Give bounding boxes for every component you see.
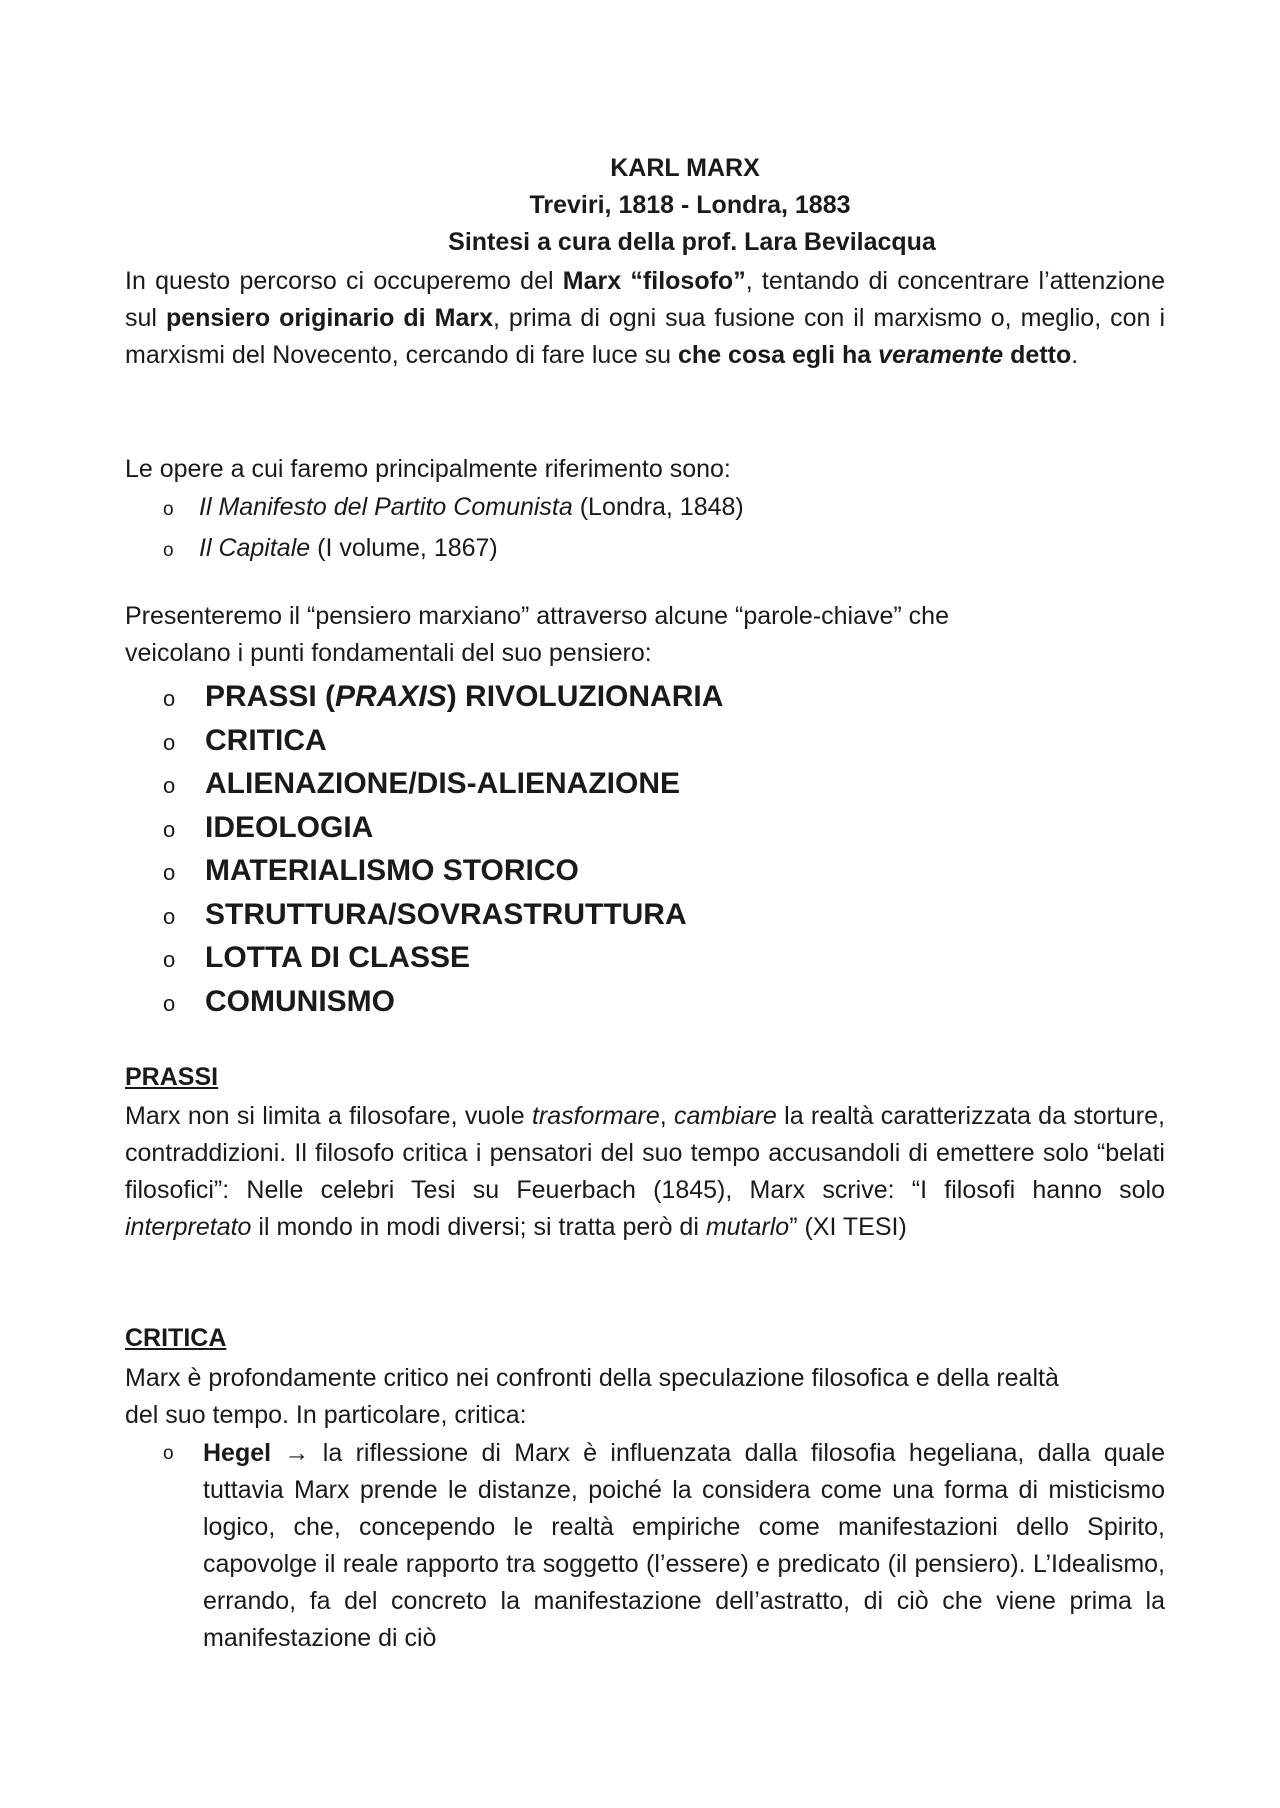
list-item	[163, 529, 1165, 570]
prassi-text: la realtà caratterizzata da storture, contraddizioni. Il filosofo critica i pensatori del suo tempo accusandoli di emettere solo “belati filosofici”: Nelle celebri Tesi su Feuerbach (1845), Marx scrive: “I filosofi hanno solo	[125, 1102, 1165, 1204]
section-heading-prassi: PRASSI	[125, 1063, 219, 1091]
keyword-text: LOTTA DI CLASSE	[205, 941, 470, 974]
prassi-text: il mondo in modi diversi; si tratta però di	[251, 1213, 706, 1241]
work-title: Il Manifesto del Partito Comunista	[199, 493, 573, 521]
keyword-text: IDEOLOGIA	[205, 810, 374, 844]
keyword-item	[163, 941, 1163, 985]
intro-bold: detto	[1003, 341, 1072, 369]
prassi-text: ,	[659, 1102, 675, 1130]
intro-text: .	[1071, 341, 1079, 369]
prassi-italic: mutarlo	[705, 1213, 790, 1241]
list-item	[163, 488, 1165, 529]
prassi-paragraph	[125, 1098, 1165, 1246]
hegel-name: Hegel	[203, 1439, 272, 1467]
doc-title: KARL MARX	[610, 154, 760, 182]
work-detail: (Londra, 1848)	[572, 493, 744, 521]
doc-author: Sintesi a cura della prof. Lara Bevilacqua	[448, 228, 936, 256]
keyword-italic: PRAXIS	[335, 680, 447, 713]
intro-text: , tentando di concentrare l’attenzione sul	[125, 267, 1166, 332]
keyword-item	[163, 854, 1163, 898]
keyword-item	[163, 724, 1163, 768]
keyword-text: PRASSI (	[205, 680, 336, 713]
intro-paragraph	[125, 263, 1165, 374]
hegel-text: la riflessione di Marx è influenzata dalla filosofia hegeliana, dalla quale tuttavia Marx prende le distanze, poiché la considera come una forma di misticismo logico, che, concependo le realtà empiriche come manifestazioni dello Spirito, capovolge il reale rapporto tra soggetto (l’essere) e predicato (il pensiero). L’Idealismo, errando, fa del concreto la manifestazione dell’astratto, di ciò che viene prima la manifestazione di ciò	[203, 1439, 1165, 1652]
critica-list-item	[163, 1435, 1165, 1657]
bullet-icon: o	[163, 903, 176, 929]
keyword-text: STRUTTURA/SOVRASTRUTTURA	[205, 897, 687, 931]
keyword-text: MATERIALISMO STORICO	[205, 854, 579, 887]
keyword-item	[163, 680, 1163, 724]
bullet-icon: o	[163, 990, 176, 1016]
intro-bold: che cosa egli ha	[678, 341, 879, 369]
intro-bold: Marx “filosofo”	[562, 267, 746, 295]
header	[0, 150, 1280, 261]
intro-text: In questo percorso ci occuperemo del	[125, 267, 563, 295]
intro-bold-italic: veramente	[878, 341, 1004, 369]
prassi-text: Marx non si limita a filosofare, vuole	[125, 1102, 532, 1130]
keyword-item	[163, 767, 1163, 811]
keyword-text: COMUNISMO	[205, 984, 395, 1018]
critica-lead: Marx è profondamente critico nei confronti della speculazione filosofica e della realtà del suo tempo. In particolare, critica:	[125, 1364, 1059, 1429]
section-heading-critica: CRITICA	[125, 1324, 227, 1352]
work-title: Il Capitale	[199, 534, 311, 562]
keyword-text: ALIENAZIONE/DIS-ALIENAZIONE	[205, 767, 681, 800]
work-detail: (I volume, 1867)	[310, 534, 498, 562]
keyword-text: CRITICA	[205, 723, 327, 757]
prassi-italic: cambiare	[674, 1102, 777, 1130]
intro-text: , prima di ogni sua fusione con il marxismo o, meglio, con i marxismi del Novecento, cercando di fare luce su	[125, 304, 1165, 369]
bullet-icon: o	[163, 1443, 174, 1464]
bullet-icon: o	[163, 540, 174, 561]
keyword-item	[163, 811, 1163, 855]
intro-bold: pensiero originario di Marx	[165, 304, 493, 332]
prassi-italic: trasformare	[531, 1102, 660, 1130]
works-list	[163, 488, 1165, 570]
works-lead: Le opere a cui faremo principalmente riferimento sono:	[125, 455, 731, 483]
keyword-text: ) RIVOLUZIONARIA	[446, 680, 724, 713]
keywords-lead: Presenteremo il “pensiero marxiano” attraverso alcune “parole-chiave” che veicolano i punti fondamentali del suo pensiero:	[125, 602, 949, 667]
bullet-icon: o	[163, 816, 176, 842]
bullet-icon: o	[163, 947, 176, 972]
bullet-icon: o	[163, 499, 174, 520]
doc-dates: Treviri, 1818 - Londra, 1883	[529, 191, 851, 219]
prassi-text: ” (XI TESI)	[789, 1213, 907, 1241]
bullet-icon: o	[163, 686, 176, 711]
prassi-italic: interpretato	[125, 1213, 252, 1241]
keyword-item	[163, 898, 1163, 942]
bullet-icon: o	[163, 773, 176, 798]
bullet-icon: o	[163, 860, 176, 885]
arrow-icon: →	[271, 1439, 323, 1467]
keyword-item	[163, 985, 1163, 1029]
keywords-list	[163, 680, 1163, 1028]
bullet-icon: o	[163, 729, 176, 755]
